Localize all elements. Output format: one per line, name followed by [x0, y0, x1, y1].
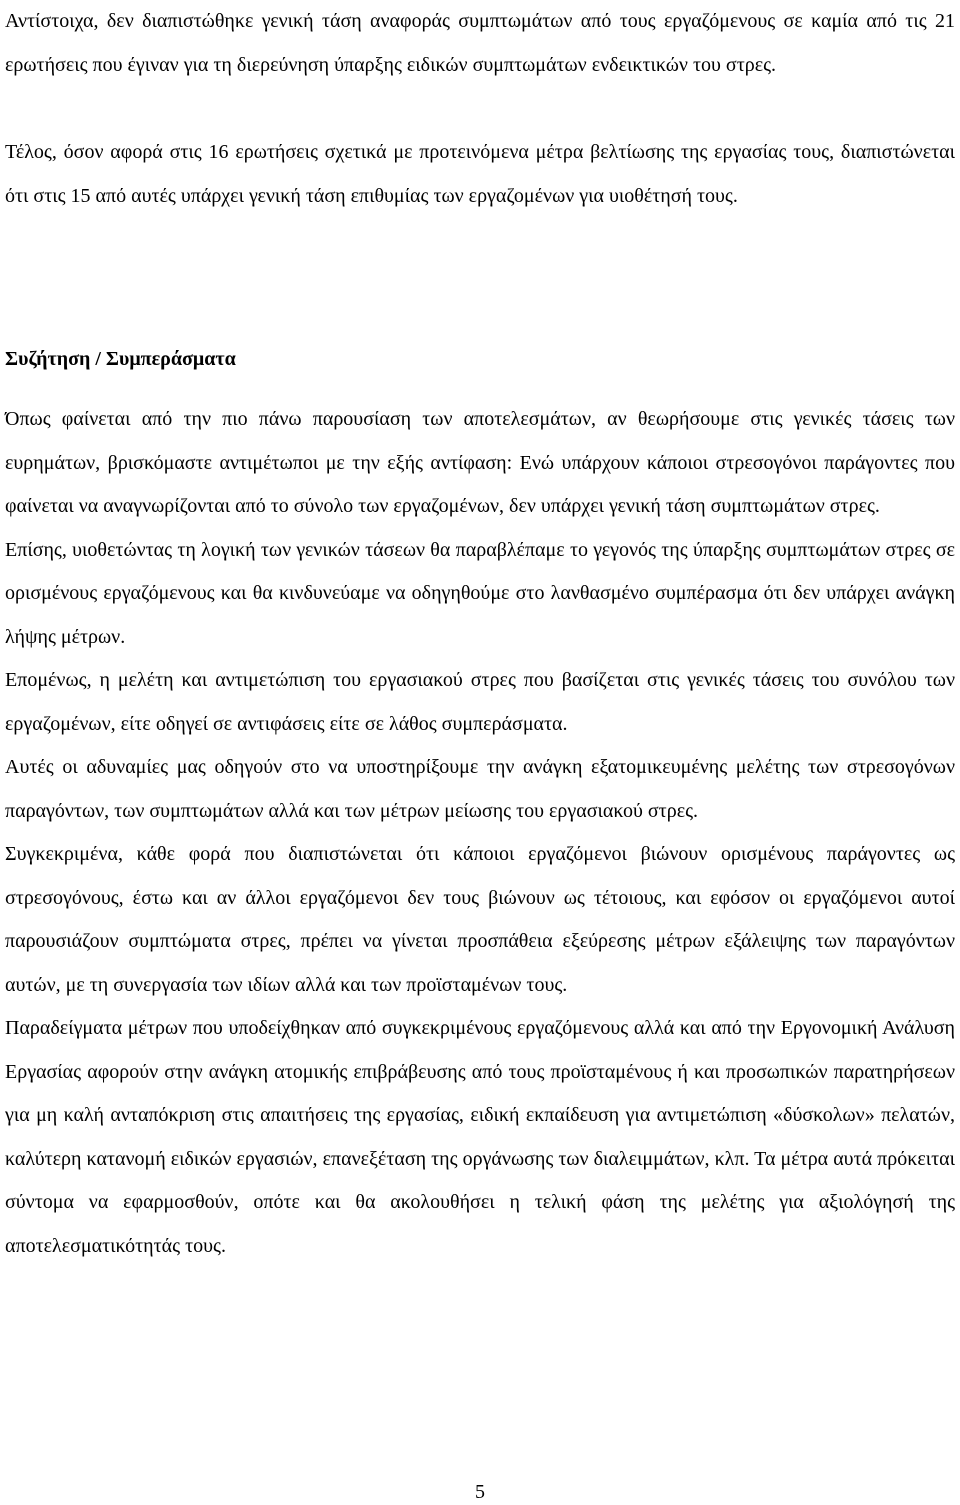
paragraph-weaknesses: Αυτές οι αδυναμίες μας οδηγούν στο να υποστηρίξουμε την ανάγκη εξατομικευμένης μελέτης των στρεσογόνων παραγόντων, των συμπτωμάτων αλλά και των μέτρων μείωσης του εργασιακού στρες. — [5, 756, 955, 822]
paragraph-general-trends-logic: Επίσης, υιοθετώντας τη λογική των γενικών τάσεων θα παραβλέπαμε το γεγονός της ύπαρξης συμπτωμάτων στρες σε ορισμένους εργαζόμενους και θα κινδυνεύαμε να οδηγηθούμε στο λανθασμένο συμπέρασμα ότι δεν υπάρχει ανάγκη λήψης μέτρων. — [5, 538, 955, 648]
paragraph-measures-summary: Τέλος, όσον αφορά στις 16 ερωτήσεις σχετικά με προτεινόμενα μέτρα βελτίωσης της εργασίας τους, διαπιστώνεται ότι στις 15 από αυτές υπάρχει γενική τάση επιθυμίας των εργαζομένων για υιοθέτησή τους. — [5, 141, 955, 207]
section-heading: Συζήτηση / Συμπεράσματα — [5, 348, 236, 370]
paragraph-contradiction: Όπως φαίνεται από την πιο πάνω παρουσίαση των αποτελεσμάτων, αν θεωρήσουμε στις γενικές τάσεις των ευρημάτων, βρισκόμαστε αντιμέτωποι με την εξής αντίφαση: Ενώ υπάρχουν κάποιοι στρεσογόνοι παράγοντες που φαίνεται να αναγνωρίζονται από το σύνολο των εργαζομένων, δεν υπάρχει γενική τάση συμπτωμάτων στρες. — [5, 408, 955, 517]
paragraph-examples-of-measures: Παραδείγματα μέτρων που υποδείχθηκαν από συγκεκριμένους εργαζόμενους αλλά και από την Εργονομική Ανάλυση Εργασίας αφορούν στην ανάγκη ατομικής επιβράβευσης από τους προϊσταμένους ή και προσωπικών παρατηρήσεων για μη καλή ανταπόκριση στις απαιτήσεις της εργασίας, ειδική εκπαίδευση για αντιμετώπιση «δύσκολων» πελατών, καλύτερη κατανομή ειδικών εργασιών, επανεξέταση της οργάνωσης των διαλειμμάτων, κλπ. Τα μέτρα αυτά πρόκειται σύντομα να εφαρμοσθούν, οπότε και θα ακολουθήσει η τελική φάση της μελέτης για αξιολόγησή της αποτελεσματικότητάς τους. — [5, 1017, 955, 1257]
paragraph-consequently: Επομένως, η μελέτη και αντιμετώπιση του εργασιακού στρες που βασίζεται στις γενικές τάσεις του συνόλου των εργαζομένων, είτε οδηγεί σε αντιφάσεις είτε σε λάθος συμπεράσματα. — [5, 669, 955, 735]
page-number: 5 — [475, 1481, 485, 1503]
paragraph-symptoms-summary: Αντίστοιχα, δεν διαπιστώθηκε γενική τάση αναφοράς συμπτωμάτων από τους εργαζόμενους σε καμία από τις 21 ερωτήσεις που έγιναν για τη διερεύνηση ύπαρξης ειδικών συμπτωμάτων ενδεικτικών του στρες. — [5, 10, 955, 76]
paragraph-specifically: Συγκεκριμένα, κάθε φορά που διαπιστώνεται ότι κάποιοι εργαζόμενοι βιώνουν ορισμένους παράγοντες ως στρεσογόνους, έστω και αν άλλοι εργαζόμενοι δεν τους βιώνουν ως τέτοιους, και εφόσον οι εργαζόμενοι αυτοί παρουσιάζουν συμπτώματα στρες, πρέπει να γίνεται προσπάθεια εξεύρεσης μέτρων εξάλειψης των παραγόντων αυτών, με τη συνεργασία των ιδίων αλλά και των προϊσταμένων τους. — [5, 843, 955, 996]
discussion-section — [5, 398, 955, 1268]
